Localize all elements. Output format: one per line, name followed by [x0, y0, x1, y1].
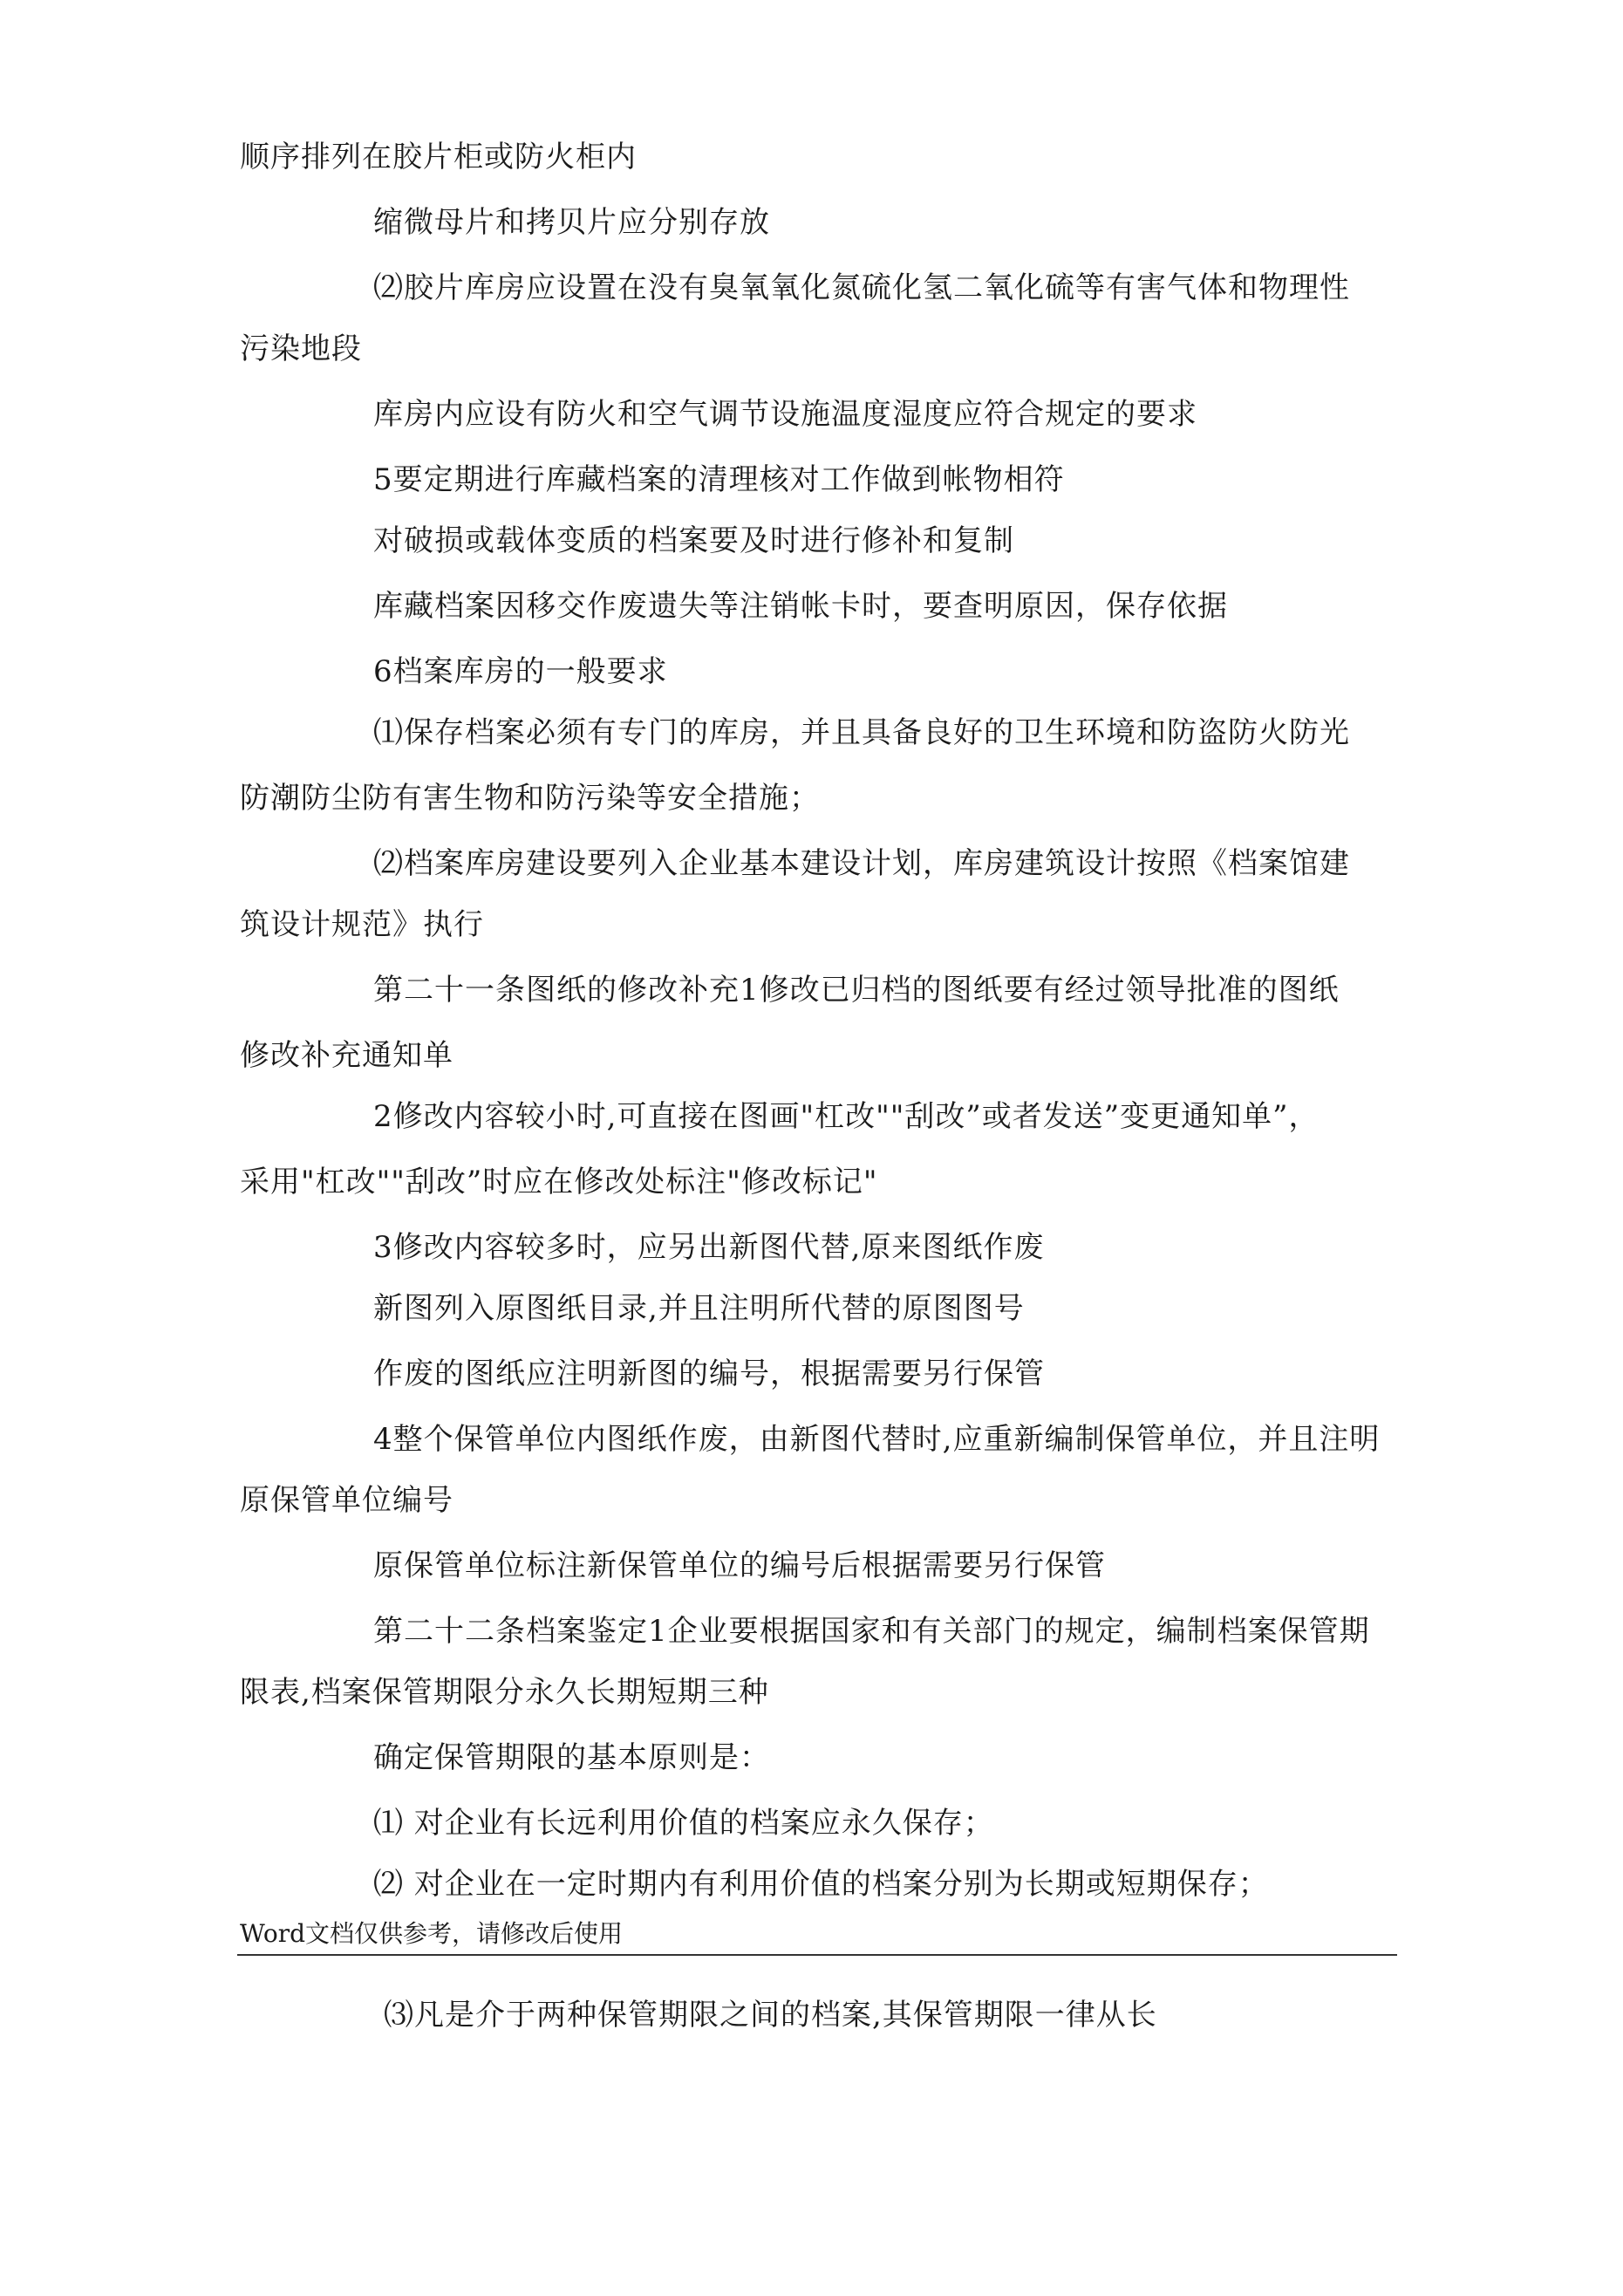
text-line: 库房内应设有防火和空气调节设施温度湿度应符合规定的要求 [373, 397, 1197, 432]
text-line: 顺序排列在胶片柜或防火柜内 [240, 140, 637, 174]
text-line: 5要定期进行库藏档案的清理核对工作做到帐物相符 [373, 462, 1065, 497]
text-line: 4整个保管单位内图纸作废，由新图代替时,应重新编制保管单位，并且注明 [373, 1422, 1381, 1457]
text-line: ⑴保存档案必须有专门的库房，并且具备良好的卫生环境和防盗防火防光 [373, 715, 1350, 750]
text-line: 限表,档案保管期限分永久长期短期三种 [240, 1675, 769, 1710]
text-line: 修改补充通知单 [240, 1038, 453, 1073]
text-line: 原保管单位标注新保管单位的编号后根据需要另行保管 [373, 1548, 1106, 1583]
text-line: ⑵胶片库房应设置在没有臭氧氧化氮硫化氢二氧化硫等有害气体和物理性 [373, 270, 1350, 305]
text-line: 采用"杠改""刮改”时应在修改处标注"修改标记" [240, 1165, 878, 1199]
text-line: 确定保管期限的基本原则是： [373, 1740, 770, 1775]
text-line: 缩微母片和拷贝片应分别存放 [373, 205, 770, 240]
text-line: 库藏档案因移交作废遗失等注销帐卡时，要查明原因，保存依据 [373, 589, 1228, 624]
text-line: ⑴ 对企业有长远利用价值的档案应永久保存； [373, 1806, 994, 1841]
text-line: 作废的图纸应注明新图的编号，根据需要另行保管 [373, 1356, 1045, 1391]
text-line: 防潮防尘防有害生物和防污染等安全措施； [240, 781, 820, 816]
text-line: 3修改内容较多时，应另出新图代替,原来图纸作废 [373, 1230, 1045, 1265]
text-line: ⑶凡是介于两种保管期限之间的档案,其保管期限一律从长 [384, 1998, 1157, 2033]
text-line: 原保管单位编号 [240, 1483, 453, 1518]
text-line: ⑵档案库房建设要列入企业基本建设计划，库房建筑设计按照《档案馆建 [373, 846, 1350, 881]
text-line: 污染地段 [240, 331, 362, 366]
text-line: ⑵ 对企业在一定时期内有利用价值的档案分别为长期或短期保存； [373, 1867, 1269, 1902]
footer-note: Word文档仅供参考，请修改后使用 [240, 1919, 624, 1948]
text-line: 2修改内容较小时,可直接在图画"杠改""刮改”或者发送”变更通知单”， [373, 1099, 1320, 1134]
text-line: 第二十一条图纸的修改补充1修改已归档的图纸要有经过领导批准的图纸 [373, 973, 1340, 1008]
text-line: 对破损或载体变质的档案要及时进行修补和复制 [373, 523, 1014, 558]
text-line: 6档案库房的一般要求 [373, 654, 668, 689]
footer-divider [237, 1954, 1397, 1956]
text-line: 第二十二条档案鉴定1企业要根据国家和有关部门的规定，编制档案保管期 [373, 1614, 1370, 1649]
text-line: 新图列入原图纸目录,并且注明所代替的原图图号 [373, 1291, 1025, 1326]
text-line: 筑设计规范》执行 [240, 907, 484, 942]
